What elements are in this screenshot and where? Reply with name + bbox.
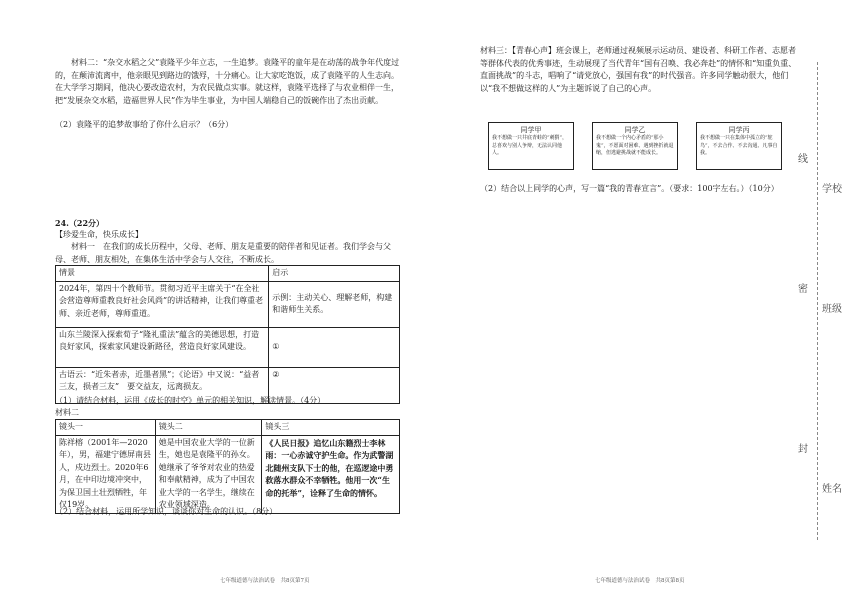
material-one-text: 材料一 在我们的成长历程中，父母、老师、朋友是重要的陪伴者和见证者。我们学会与父母、老师、朋友相处，在集体生活中学会与人交往，不断成长。 <box>55 242 391 264</box>
card-text: 我不想做一只在集体中孤立的“鸵鸟”，不去合作、不去沟通、凡事自我。 <box>700 135 778 156</box>
student-voice-cards <box>488 122 788 174</box>
scenario-table <box>55 265 400 404</box>
table-cell: 陈祥榕（2001年—2020年），男，福建宁德屏南县人，戍边烈士。2020年6月，在中印边境冲突中，为保卫国土壮烈牺牲，年仅19岁。 <box>56 435 156 513</box>
material-two-text: 材料二：“杂交水稻之父”袁隆平少年立志，一生追梦。袁隆平的童年是在动荡的战争年代度过的，在颠沛流离中，他亲眼见到路边的饿殍，十分痛心。让大家吃饱饭，成了袁隆平的人生志向。在大学学习期间，他决心要改造农村，为农民做点实事。就这样，袁隆平选择了与农业相伴一生，把“发展杂交水稻，造福世界人民”作为毕生事业，为中国人端稳自己的饭碗作出了杰出贡献。 <box>55 58 400 105</box>
binding-line <box>817 62 819 540</box>
table-cell: 《人民日报》追忆山东籍烈士李林雨：一心赤诚守护生命。作为武警湖北随州支队下士的他，在巡逻途中勇救落水群众不幸牺牲。他用一次“生命的托举”，诠释了生命的情怀。 <box>262 435 400 513</box>
table-header-scenario: 情景 <box>56 266 269 282</box>
card-title: 同学丙 <box>728 126 750 134</box>
shots-table-wrap <box>55 419 400 514</box>
scenario-table-wrap <box>55 265 400 404</box>
card-title: 同学甲 <box>520 126 542 134</box>
margin-mark: 线 <box>798 154 808 165</box>
table-header-insight: 启示 <box>269 266 400 282</box>
section-title: 【珍爱生命，快乐成长】 <box>55 230 143 239</box>
table-cell: 山东兰陵深入探索荀子“隆礼重法”蕴含的美德思想，打造良好家风，探索家风建设新路径，营造良好家风建设。 <box>56 327 269 367</box>
table-cell: 示例：主动关心、理解老师，构建和谐师生关系。 <box>269 281 400 327</box>
margin-mark: 封 <box>798 444 808 455</box>
margin-mark: 学校 <box>822 184 842 195</box>
table-cell: 她是中国农业大学的一位新生，她也是袁隆平的孙女。她继承了爷爷对农业的热爱和奉献精神，成为了中国农业大学的一名学生，继续在农业领域深造。 <box>155 435 262 513</box>
card-text: 我不想做一只井底青蛙的“刺猬”，总喜欢与别人争辩，无法认同他人。 <box>492 135 568 156</box>
student-card-c <box>696 122 782 170</box>
margin-mark: 密 <box>798 284 808 295</box>
table-row <box>56 435 400 513</box>
margin-mark: 姓名 <box>822 484 842 495</box>
table-cell: 古语云：“近朱者赤，近墨者黑”；《论语》中又说：“益者三友，损者三友” 要交益友，远离损友。 <box>56 367 269 403</box>
question-2b-prompt: （2）结合材料，运用所学知识，谈谈你对生命的认识。（8分） <box>55 507 278 516</box>
margin-mark: 班级 <box>822 304 842 315</box>
student-card-a <box>488 122 574 170</box>
page-footer-left: 七年级道德与法治试卷 共8页第7页 <box>220 578 310 584</box>
right-page <box>480 0 800 608</box>
table-header-shot-2: 镜头二 <box>155 420 262 436</box>
material-two-label: 材料二 <box>55 408 79 417</box>
table-row <box>56 281 400 327</box>
student-card-b <box>592 122 678 170</box>
shots-table <box>55 419 400 514</box>
question-1-prompt: （1）请结合材料，运用《成长的时空》单元的相关知识，解读情景。（4分） <box>55 396 326 405</box>
question-24-header: 24.（22分） <box>55 218 105 228</box>
left-page <box>55 0 400 608</box>
question-2-prompt: （2）袁隆平的追梦故事给了你什么启示？（6分） <box>55 120 234 129</box>
table-header-shot-3: 镜头三 <box>262 420 400 436</box>
page-footer-right: 七年级道德与法治试卷 共8页第8页 <box>595 578 685 584</box>
table-header-shot-1: 镜头一 <box>56 420 156 436</box>
answer-blank-2: ② <box>269 367 400 403</box>
card-text: 我不想做一个内心矛盾的“那小鬼”，不愿面对困难、遇到挫折就退缩，但逃避挑战就不能成长。 <box>596 135 674 156</box>
question-2-essay-prompt: （2）结合以上同学的心声，写一篇“我的青春宣言”。（要求：100字左右。）（10分） <box>480 184 779 193</box>
table-cell: 2024年，第四十个教师节。贯彻习近平主席关于“在全社会营造尊师重教良好社会风尚”的讲话精神，让我们尊重老师、亲近老师，尊师重道。 <box>56 281 269 327</box>
card-title: 同学乙 <box>624 126 646 134</box>
table-row <box>56 327 400 367</box>
answer-blank-1: ① <box>269 327 400 367</box>
material-three-text: 材料三：【青春心声】班会课上，老师通过视频展示运动员、建设者、科研工作者、志愿者等群体代表的优秀事迹，生动展现了当代青年“国有召唤、我必奔赴”的情怀和“知重负重、直面挑战”的斗志，唱响了“请党放心，强国有我”的时代强音。许多同学触动很大，他们以“我不想做这样的人”为主题诉说了自己的心声。 <box>480 46 797 93</box>
